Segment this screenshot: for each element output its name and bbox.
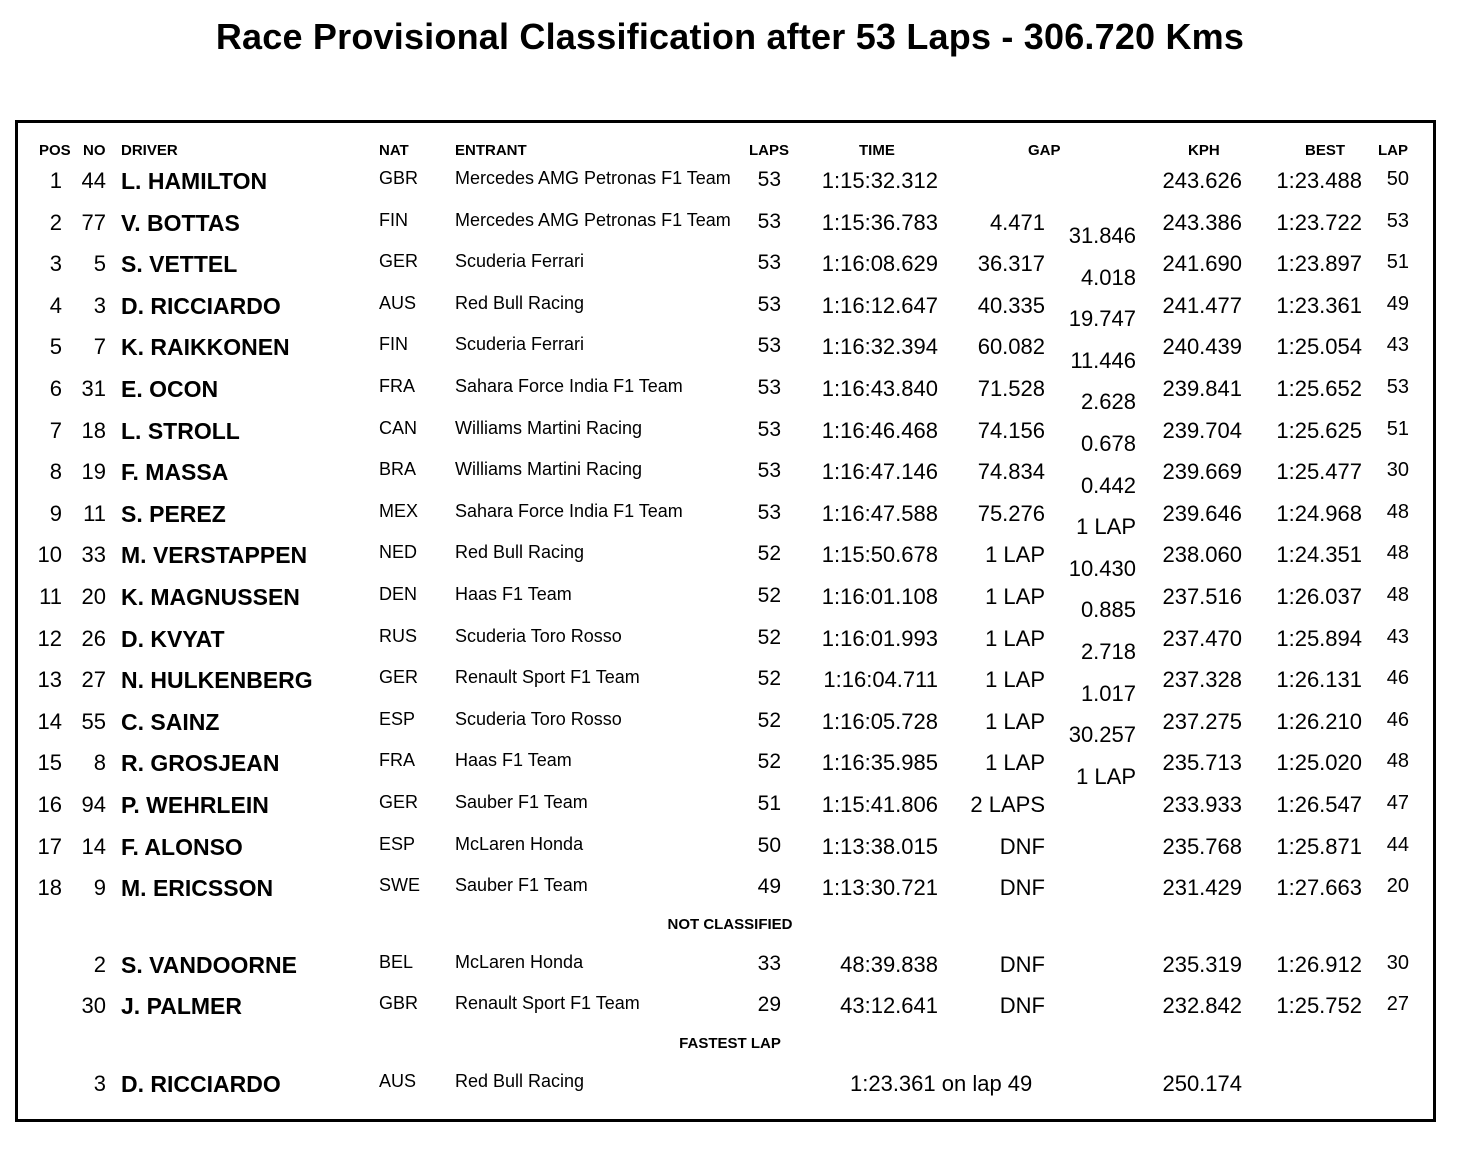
cell-kph: 243.626	[1162, 168, 1242, 193]
cell-time: 1:16:08.629	[821, 251, 938, 276]
header-gap: GAP	[1028, 142, 1061, 159]
cell-entrant: Williams Martini Racing	[455, 418, 643, 438]
cell-nat: RUS	[379, 626, 418, 646]
cell-driver: L. STROLL	[121, 418, 240, 444]
cell-driver: F. MASSA	[121, 459, 229, 485]
cell-best: 1:25.652	[1276, 376, 1362, 401]
interval-value: 2.718	[1080, 639, 1136, 664]
cell-gap: 1 LAP	[985, 626, 1045, 651]
cell-no: 7	[93, 334, 106, 359]
cell-pos: 13	[37, 667, 62, 692]
interval-value: 19.747	[1068, 306, 1136, 331]
cell-no: 14	[81, 834, 106, 859]
cell-entrant: Mercedes AMG Petronas F1 Team	[455, 168, 731, 188]
cell-best: 1:25.894	[1276, 626, 1362, 651]
interval-value: 30.257	[1068, 722, 1136, 747]
cell-time: 1:16:47.146	[821, 459, 938, 484]
cell-driver: N. HULKENBERG	[121, 667, 313, 693]
cell-driver: S. VANDOORNE	[121, 952, 297, 978]
cell-lap: 48	[1386, 750, 1409, 772]
cell-pos: 9	[49, 501, 62, 526]
interval-value: 0.885	[1080, 597, 1136, 622]
interval-value: 1 LAP	[1076, 514, 1136, 539]
cell-entrant: Haas F1 Team	[455, 584, 572, 604]
header-time: TIME	[859, 142, 895, 159]
cell-nat: SWE	[379, 875, 421, 895]
cell-driver: S. PEREZ	[121, 501, 226, 527]
cell-pos: 8	[49, 459, 62, 484]
cell-kph: 241.477	[1162, 293, 1242, 318]
cell-nat: GER	[379, 792, 419, 812]
cell-laps: 53	[757, 501, 781, 524]
cell-laps: 50	[757, 834, 781, 857]
cell-entrant: Sauber F1 Team	[455, 792, 588, 812]
cell-kph: 235.713	[1162, 750, 1242, 775]
cell-laps: 29	[757, 993, 781, 1016]
cell-driver: F. ALONSO	[121, 834, 243, 860]
cell-nat: GER	[379, 667, 419, 687]
interval-value: 1.017	[1080, 681, 1136, 706]
cell-nat: AUS	[379, 293, 417, 313]
cell-no: 11	[83, 501, 106, 526]
cell-pos: 3	[49, 251, 62, 276]
cell-lap: 30	[1386, 459, 1409, 481]
interval-value: 11.446	[1070, 348, 1136, 373]
header-laps: LAPS	[749, 142, 790, 159]
cell-kph: 233.933	[1162, 792, 1242, 817]
header-nat: NAT	[379, 142, 409, 159]
cell-kph: 231.429	[1162, 875, 1242, 900]
cell-nat: CAN	[379, 418, 418, 438]
fastest-lap-kph: 250.174	[1162, 1071, 1242, 1096]
cell-best: 1:24.968	[1276, 501, 1362, 526]
cell-driver: K. RAIKKONEN	[121, 334, 290, 360]
interval-value: 2.628	[1080, 389, 1136, 414]
fastest-lap-time: 1:23.361 on lap 49	[850, 1071, 1033, 1096]
cell-driver: D. RICCIARDO	[121, 293, 281, 319]
cell-pos: 15	[37, 750, 62, 775]
cell-driver: M. ERICSSON	[121, 875, 274, 901]
cell-best: 1:25.020	[1276, 750, 1362, 775]
cell-lap: 49	[1386, 293, 1409, 315]
interval-value: 1 LAP	[1076, 764, 1136, 789]
cell-time: 1:16:35.985	[821, 750, 938, 775]
cell-laps: 53	[757, 376, 781, 399]
cell-gap: DNF	[999, 834, 1045, 859]
cell-lap: 51	[1386, 251, 1409, 273]
cell-kph: 237.328	[1162, 667, 1242, 692]
cell-entrant: Mercedes AMG Petronas F1 Team	[455, 210, 731, 230]
cell-gap: 74.156	[977, 418, 1045, 443]
cell-gap: DNF	[999, 875, 1045, 900]
fastest-lap-heading: FASTEST LAP	[679, 1035, 781, 1052]
cell-kph: 237.516	[1162, 584, 1242, 609]
cell-nat: GBR	[379, 993, 419, 1013]
cell-lap: 53	[1386, 210, 1409, 232]
cell-time: 43:12.641	[840, 993, 938, 1018]
cell-lap: 48	[1386, 501, 1409, 523]
cell-time: 1:16:46.468	[821, 418, 938, 443]
cell-laps: 52	[757, 667, 781, 690]
cell-gap: 1 LAP	[985, 584, 1045, 609]
cell-time: 1:13:38.015	[821, 834, 938, 859]
cell-kph: 239.669	[1162, 459, 1242, 484]
cell-lap: 30	[1386, 952, 1409, 974]
cell-pos: 17	[37, 834, 62, 859]
cell-best: 1:24.351	[1276, 542, 1362, 567]
cell-best: 1:25.625	[1276, 418, 1362, 443]
cell-entrant: Sahara Force India F1 Team	[455, 376, 683, 396]
cell-pos: 6	[49, 376, 62, 401]
cell-entrant: McLaren Honda	[455, 834, 584, 854]
cell-no: 26	[81, 626, 106, 651]
cell-pos: 18	[37, 875, 62, 900]
interval-value: 0.678	[1080, 431, 1136, 456]
cell-nat: FIN	[379, 210, 408, 230]
cell-kph: 232.842	[1162, 993, 1242, 1018]
header-driver: DRIVER	[121, 142, 178, 159]
cell-best: 1:25.054	[1276, 334, 1362, 359]
cell-no: 44	[81, 168, 106, 193]
cell-laps: 52	[757, 584, 781, 607]
cell-driver: L. HAMILTON	[121, 168, 268, 194]
cell-no: 55	[81, 709, 106, 734]
cell-laps: 53	[757, 293, 781, 316]
page-title: Race Provisional Classification after 53 Laps - 306.720 Kms	[215, 16, 1245, 57]
cell-time: 1:16:01.993	[821, 626, 938, 651]
cell-time: 1:16:47.588	[821, 501, 938, 526]
cell-laps: 53	[757, 418, 781, 441]
cell-time: 1:16:32.394	[821, 334, 938, 359]
cell-driver: E. OCON	[121, 376, 219, 402]
cell-lap: 48	[1386, 584, 1409, 606]
cell-entrant: Renault Sport F1 Team	[455, 993, 640, 1013]
cell-gap: DNF	[999, 952, 1045, 977]
cell-laps: 53	[757, 168, 781, 191]
cell-lap: 48	[1386, 542, 1409, 564]
fastest-lap-entrant: Red Bull Racing	[455, 1071, 585, 1091]
cell-best: 1:25.477	[1276, 459, 1362, 484]
cell-no: 27	[81, 667, 106, 692]
cell-kph: 243.386	[1162, 210, 1242, 235]
cell-no: 77	[81, 210, 106, 235]
cell-laps: 52	[757, 542, 781, 565]
fastest-lap-driver: D. RICCIARDO	[121, 1071, 281, 1097]
cell-kph: 241.690	[1162, 251, 1242, 276]
cell-kph: 237.275	[1162, 709, 1242, 734]
interval-value: 0.442	[1080, 473, 1136, 498]
cell-pos: 12	[37, 626, 62, 651]
cell-nat: GBR	[379, 168, 419, 188]
cell-laps: 52	[757, 750, 781, 773]
cell-best: 1:23.722	[1276, 210, 1362, 235]
cell-entrant: Red Bull Racing	[455, 293, 585, 313]
cell-kph: 235.319	[1162, 952, 1242, 977]
cell-driver: V. BOTTAS	[121, 210, 240, 236]
cell-gap: 74.834	[977, 459, 1045, 484]
cell-kph: 238.060	[1162, 542, 1242, 567]
cell-time: 1:16:43.840	[821, 376, 938, 401]
cell-nat: DEN	[379, 584, 418, 604]
cell-nat: FRA	[379, 376, 415, 396]
cell-best: 1:25.752	[1276, 993, 1362, 1018]
cell-time: 1:13:30.721	[821, 875, 938, 900]
cell-time: 48:39.838	[840, 952, 938, 977]
cell-time: 1:16:05.728	[821, 709, 938, 734]
cell-lap: 51	[1386, 418, 1409, 440]
interval-value: 10.430	[1068, 556, 1136, 581]
cell-nat: BEL	[379, 952, 414, 972]
cell-entrant: Red Bull Racing	[455, 542, 585, 562]
cell-no: 8	[93, 750, 106, 775]
cell-pos: 10	[37, 542, 62, 567]
cell-laps: 49	[757, 875, 781, 898]
cell-time: 1:15:50.678	[821, 542, 938, 567]
cell-driver: S. VETTEL	[121, 251, 238, 277]
cell-pos: 1	[49, 168, 62, 193]
cell-time: 1:15:36.783	[821, 210, 938, 235]
cell-entrant: Scuderia Toro Rosso	[455, 709, 622, 729]
cell-lap: 50	[1386, 168, 1409, 190]
fastest-lap-nat: AUS	[379, 1071, 417, 1091]
cell-best: 1:25.871	[1276, 834, 1362, 859]
cell-time: 1:16:04.711	[823, 667, 938, 692]
cell-laps: 53	[757, 334, 781, 357]
cell-best: 1:26.210	[1276, 709, 1362, 734]
not-classified-heading: NOT CLASSIFIED	[667, 916, 793, 933]
cell-gap: 75.276	[977, 501, 1045, 526]
cell-best: 1:23.361	[1276, 293, 1362, 318]
cell-pos: 5	[49, 334, 62, 359]
interval-value: 4.018	[1080, 265, 1136, 290]
cell-no: 9	[93, 875, 106, 900]
cell-best: 1:26.547	[1276, 792, 1362, 817]
cell-best: 1:23.897	[1276, 251, 1362, 276]
cell-no: 33	[81, 542, 106, 567]
cell-lap: 43	[1386, 334, 1409, 356]
cell-entrant: Scuderia Ferrari	[455, 334, 585, 354]
header-best: BEST	[1305, 142, 1346, 159]
cell-entrant: McLaren Honda	[455, 952, 584, 972]
cell-gap: 1 LAP	[985, 667, 1045, 692]
header-kph: KPH	[1188, 142, 1220, 159]
cell-gap: 1 LAP	[985, 542, 1045, 567]
header-pos: POS	[39, 142, 71, 159]
fastest-lap-no: 3	[93, 1071, 106, 1096]
cell-time: 1:15:32.312	[821, 168, 938, 193]
cell-no: 5	[93, 251, 106, 276]
cell-time: 1:16:12.647	[821, 293, 938, 318]
cell-gap: 2 LAPS	[970, 792, 1045, 817]
cell-laps: 53	[757, 459, 781, 482]
cell-best: 1:26.131	[1276, 667, 1362, 692]
cell-lap: 44	[1386, 834, 1409, 856]
cell-gap: 1 LAP	[985, 709, 1045, 734]
cell-nat: ESP	[379, 834, 416, 854]
cell-driver: D. KVYAT	[121, 626, 225, 652]
cell-pos: 7	[49, 418, 62, 443]
cell-no: 3	[93, 293, 106, 318]
cell-pos: 14	[37, 709, 62, 734]
cell-lap: 20	[1386, 875, 1409, 897]
cell-driver: M. VERSTAPPEN	[121, 542, 308, 568]
cell-driver: R. GROSJEAN	[121, 750, 280, 776]
cell-nat: FIN	[379, 334, 408, 354]
header-no: NO	[83, 142, 106, 159]
cell-gap: 71.528	[977, 376, 1045, 401]
cell-pos: 4	[49, 293, 62, 318]
cell-laps: 51	[757, 792, 781, 815]
cell-nat: FRA	[379, 750, 415, 770]
cell-best: 1:26.037	[1276, 584, 1362, 609]
cell-gap: DNF	[999, 993, 1045, 1018]
cell-entrant: Scuderia Toro Rosso	[455, 626, 622, 646]
cell-gap: 60.082	[977, 334, 1045, 359]
cell-time: 1:15:41.806	[821, 792, 938, 817]
cell-laps: 52	[757, 626, 781, 649]
cell-nat: MEX	[379, 501, 419, 521]
cell-best: 1:27.663	[1276, 875, 1362, 900]
cell-kph: 239.704	[1162, 418, 1242, 443]
cell-gap: 36.317	[977, 251, 1045, 276]
cell-no: 20	[81, 584, 106, 609]
cell-lap: 47	[1386, 792, 1409, 814]
cell-driver: J. PALMER	[121, 993, 242, 1019]
cell-gap: 1 LAP	[985, 750, 1045, 775]
cell-laps: 53	[757, 210, 781, 233]
cell-entrant: Haas F1 Team	[455, 750, 572, 770]
cell-pos: 11	[39, 584, 62, 609]
cell-driver: P. WEHRLEIN	[121, 792, 269, 818]
cell-no: 2	[93, 952, 106, 977]
cell-no: 19	[81, 459, 106, 484]
header-lap: LAP	[1378, 142, 1408, 159]
cell-gap: 4.471	[989, 210, 1045, 235]
cell-lap: 46	[1386, 667, 1409, 689]
cell-nat: BRA	[379, 459, 417, 479]
cell-pos: 16	[37, 792, 62, 817]
cell-kph: 239.646	[1162, 501, 1242, 526]
cell-best: 1:23.488	[1276, 168, 1362, 193]
cell-entrant: Sauber F1 Team	[455, 875, 588, 895]
cell-entrant: Renault Sport F1 Team	[455, 667, 640, 687]
cell-no: 30	[81, 993, 106, 1018]
cell-entrant: Sahara Force India F1 Team	[455, 501, 683, 521]
cell-no: 18	[81, 418, 106, 443]
header-entrant: ENTRANT	[455, 142, 527, 159]
cell-lap: 43	[1386, 626, 1409, 648]
interval-value: 31.846	[1068, 223, 1136, 248]
cell-laps: 33	[757, 952, 781, 975]
cell-nat: GER	[379, 251, 419, 271]
cell-nat: NED	[379, 542, 418, 562]
cell-kph: 239.841	[1162, 376, 1242, 401]
cell-entrant: Williams Martini Racing	[455, 459, 643, 479]
cell-best: 1:26.912	[1276, 952, 1362, 977]
cell-kph: 235.768	[1162, 834, 1242, 859]
cell-driver: C. SAINZ	[121, 709, 220, 735]
cell-no: 94	[81, 792, 106, 817]
cell-time: 1:16:01.108	[821, 584, 938, 609]
cell-laps: 52	[757, 709, 781, 732]
cell-laps: 53	[757, 251, 781, 274]
cell-entrant: Scuderia Ferrari	[455, 251, 585, 271]
cell-kph: 240.439	[1162, 334, 1242, 359]
cell-nat: ESP	[379, 709, 416, 729]
cell-lap: 27	[1386, 993, 1409, 1015]
cell-kph: 237.470	[1162, 626, 1242, 651]
cell-no: 31	[81, 376, 106, 401]
cell-lap: 53	[1386, 376, 1409, 398]
cell-pos: 2	[49, 210, 62, 235]
cell-gap: 40.335	[977, 293, 1045, 318]
cell-lap: 46	[1386, 709, 1409, 731]
cell-driver: K. MAGNUSSEN	[121, 584, 300, 610]
